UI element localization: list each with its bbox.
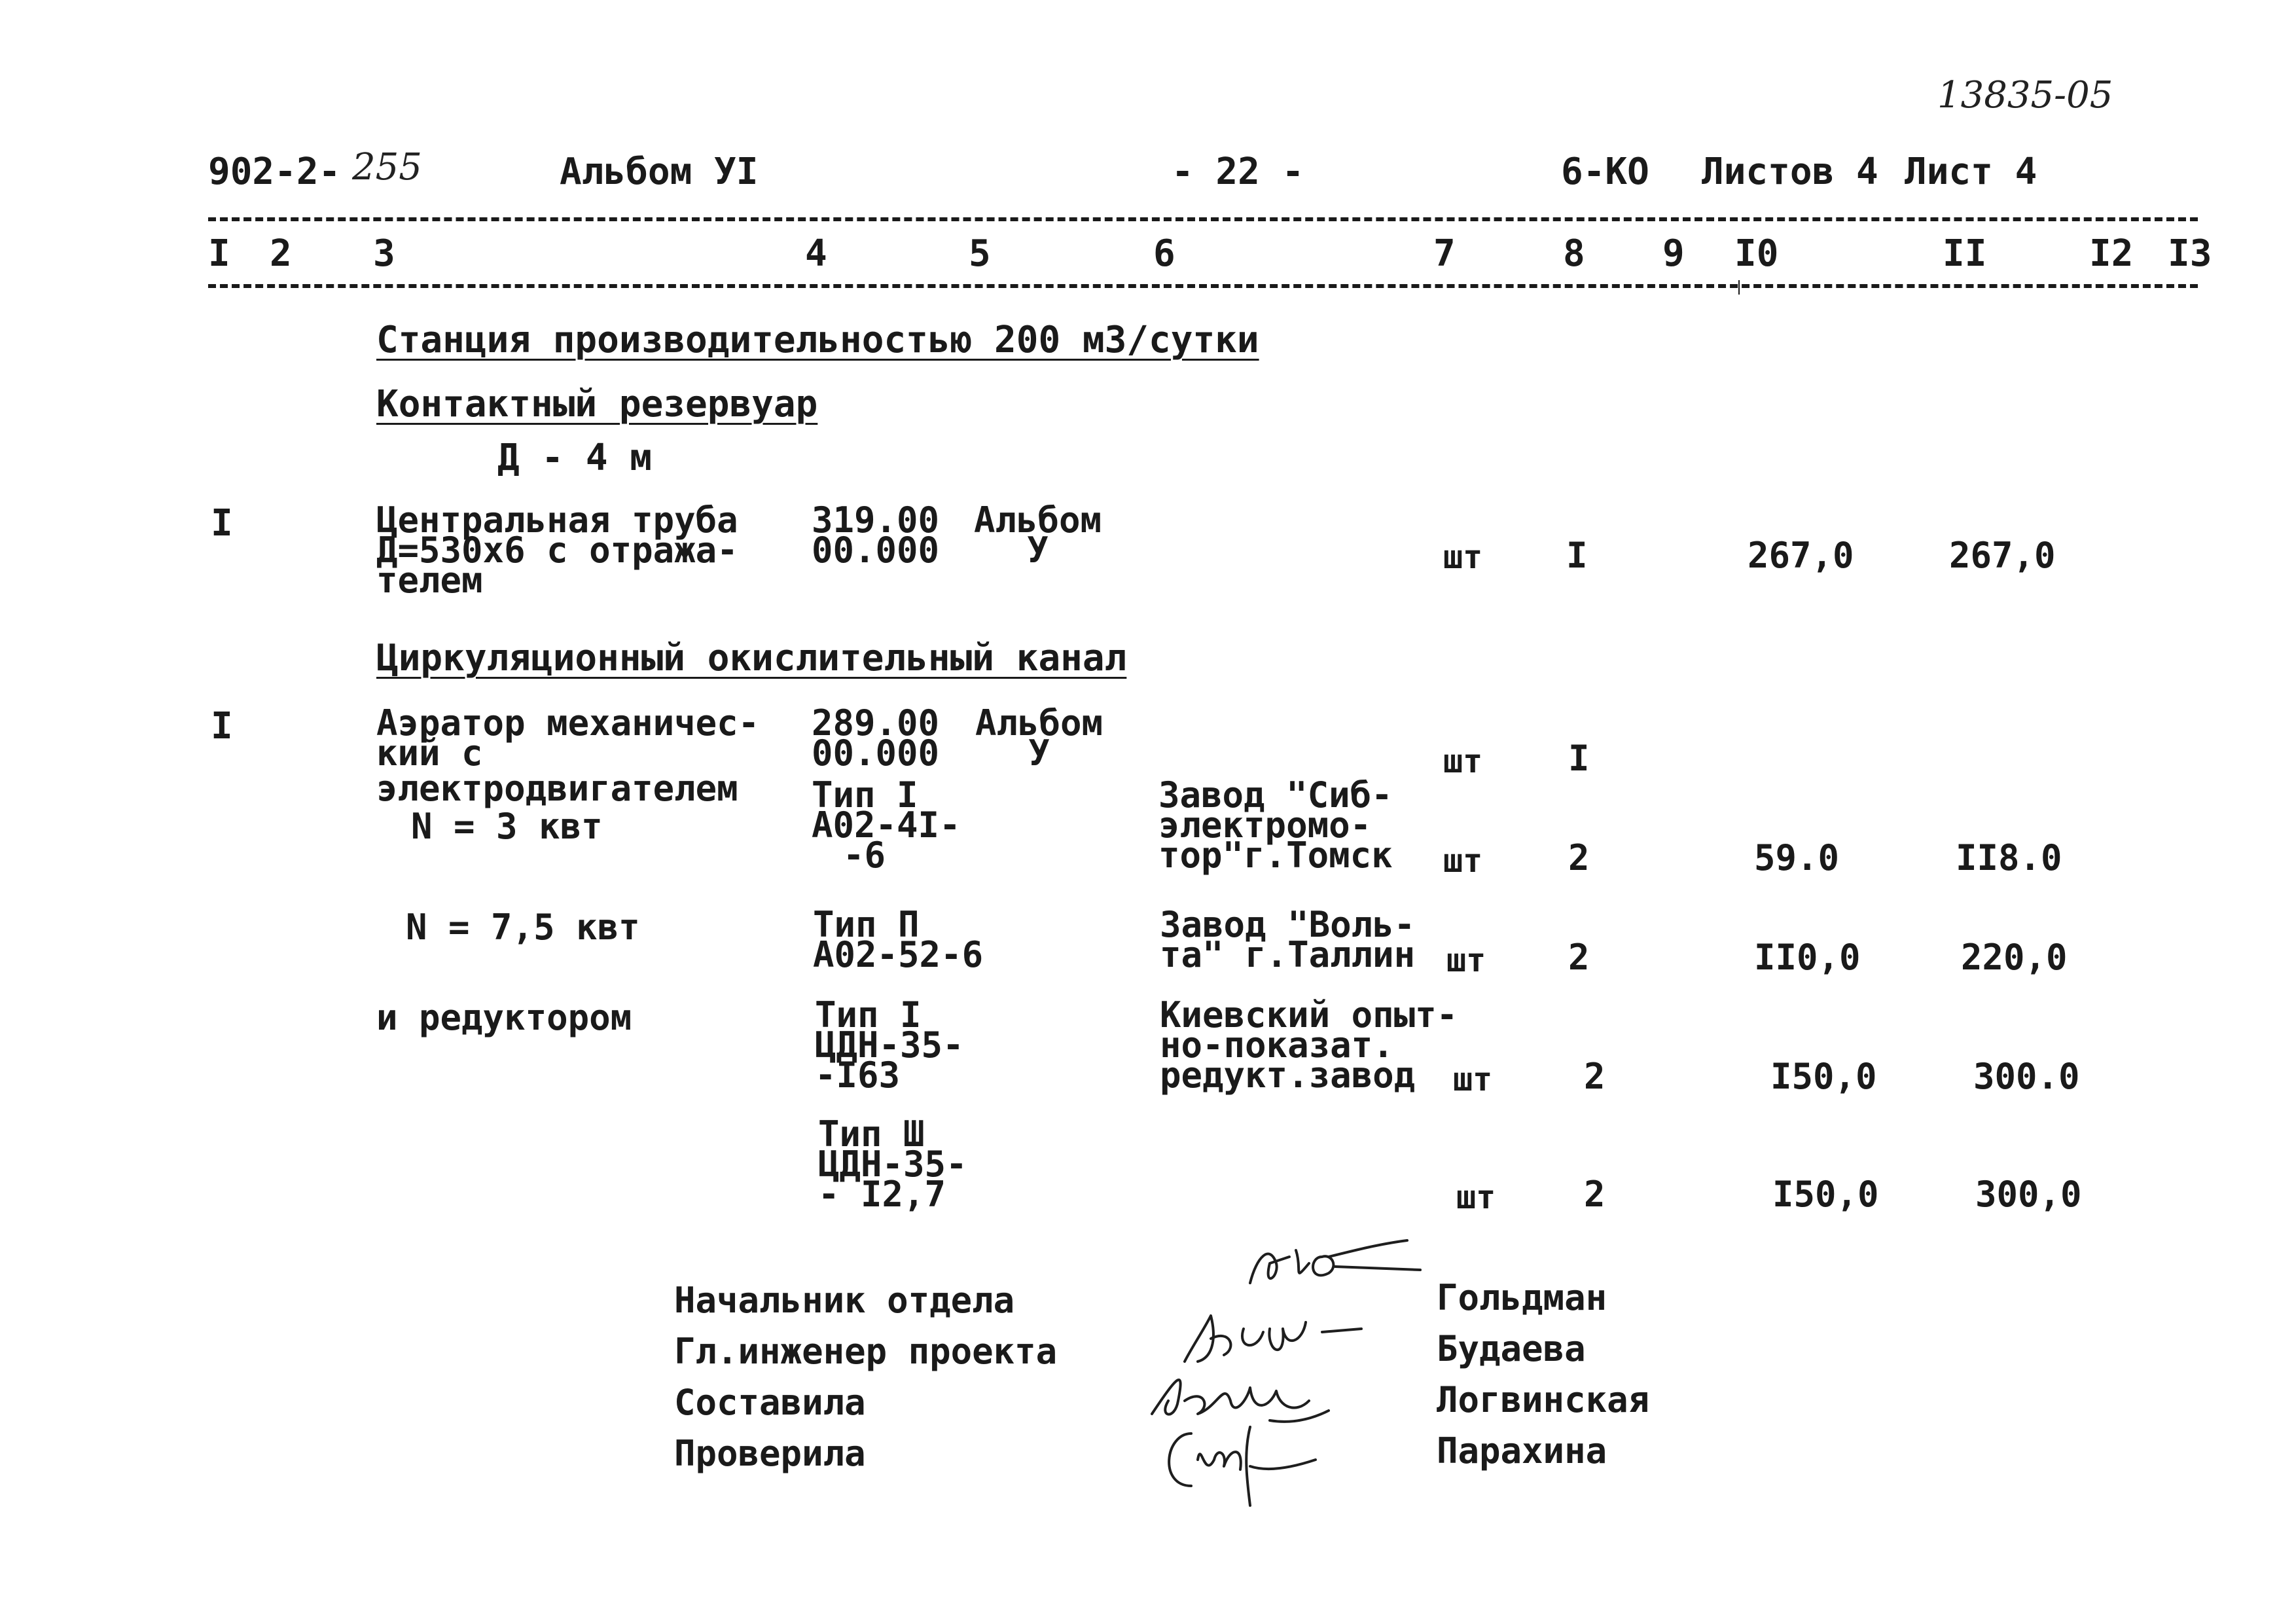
- position-number: I: [211, 502, 233, 545]
- column-number: 3: [373, 232, 395, 275]
- unit: шт: [1443, 742, 1483, 780]
- unit-price: 267,0: [1748, 535, 1854, 576]
- item-code: Тип I ЦДН-35- -I63: [815, 994, 964, 1096]
- position-number: I: [211, 705, 233, 748]
- sheet-code: 6-КО: [1561, 151, 1649, 193]
- reservoir-dimension: Д - 4 м: [497, 437, 653, 479]
- manufacturer: Завод "Воль- та" г.Таллин: [1160, 904, 1416, 975]
- signer-name: Будаева: [1437, 1328, 1586, 1369]
- column-number: 4: [805, 232, 827, 275]
- total-price: 267,0: [1949, 535, 2056, 576]
- header-divider-top: [208, 217, 2198, 221]
- column-tick: [1738, 280, 1740, 295]
- total-price: 220,0: [1961, 937, 2068, 978]
- unit: шт: [1453, 1060, 1493, 1098]
- item-code: Тип Ш ЦДН-35- - I2,7: [818, 1113, 967, 1215]
- column-number: 5: [969, 232, 991, 275]
- signature-role: Проверила: [674, 1433, 866, 1474]
- column-number: 6: [1153, 232, 1175, 275]
- column-number: II: [1943, 232, 1987, 275]
- signer-name: Парахина: [1437, 1430, 1607, 1471]
- quantity: 2: [1568, 937, 1590, 978]
- quantity: 2: [1584, 1056, 1605, 1097]
- project-code: 902-2-: [208, 151, 341, 193]
- section-heading-station: Станция производительностью 200 м3/сутки: [376, 319, 1259, 361]
- page-number: - 22 -: [1172, 151, 1304, 193]
- column-number: 8: [1563, 232, 1585, 275]
- unit-price: I50,0: [1772, 1174, 1879, 1215]
- project-code-number: 255: [352, 146, 422, 189]
- unit-price: II0,0: [1754, 937, 1861, 978]
- album-label: Альбом УI: [560, 151, 759, 193]
- total-price: II8.0: [1956, 837, 2062, 878]
- signer-name: Логвинская: [1437, 1379, 1650, 1420]
- sheet-number: Лист 4: [1905, 151, 2037, 193]
- unit: шт: [1443, 842, 1483, 880]
- unit: шт: [1443, 538, 1483, 576]
- signature-goldman: [1230, 1237, 1427, 1309]
- quantity: I: [1566, 535, 1588, 576]
- item-reference: Альбом У: [974, 499, 1102, 571]
- quantity: 2: [1568, 837, 1590, 878]
- signature-parakhina: [1152, 1414, 1348, 1512]
- column-number: I: [208, 232, 230, 275]
- unit: шт: [1456, 1178, 1496, 1216]
- total-price: 300,0: [1975, 1174, 2082, 1215]
- header-divider-bottom: [208, 284, 2198, 288]
- unit-price: I50,0: [1770, 1056, 1877, 1097]
- item-name: и редуктором: [376, 997, 632, 1038]
- item-name: Центральная труба Д=530х6 с отража- телем: [376, 499, 738, 601]
- item-code: Тип I А02-4I- -6: [812, 774, 961, 876]
- quantity: 2: [1584, 1174, 1605, 1215]
- manufacturer: Завод "Сиб- электромо- тор"г.Томск: [1158, 774, 1393, 876]
- archive-stamp-number: 13835-05: [1937, 74, 2113, 117]
- signature-role: Составила: [674, 1382, 866, 1423]
- motor-power: N = 7,5 квт: [406, 907, 640, 948]
- section-heading-channel: Циркуляционный окислительный канал: [376, 637, 1127, 679]
- column-number: 2: [270, 232, 292, 275]
- item-reference: Альбом У: [975, 702, 1103, 774]
- column-number: I3: [2168, 232, 2212, 275]
- unit: шт: [1446, 941, 1486, 979]
- signature-role: Начальник отдела: [674, 1280, 1015, 1321]
- item-code: Тип П А02-52-6: [813, 904, 984, 975]
- motor-power: N = 3 квт: [411, 806, 603, 847]
- unit-price: 59.0: [1754, 837, 1840, 878]
- item-code: 289.00 00.000: [812, 702, 940, 774]
- total-price: 300.0: [1973, 1056, 2080, 1097]
- section-heading-reservoir: Контактный резервуар: [376, 383, 818, 425]
- column-number: I2: [2089, 232, 2134, 275]
- signer-name: Гольдман: [1437, 1277, 1607, 1318]
- column-number: I0: [1734, 232, 1779, 275]
- column-number: 9: [1662, 232, 1685, 275]
- sheets-total: Листов 4: [1702, 151, 1878, 193]
- column-number: 7: [1433, 232, 1456, 275]
- item-code: 319.00 00.000: [812, 499, 940, 571]
- quantity: I: [1568, 738, 1590, 779]
- item-name: Аэратор механичес- кий с электродвигателем: [376, 702, 760, 809]
- signature-role: Гл.инженер проекта: [674, 1331, 1058, 1372]
- manufacturer: Киевский опыт- но-показат. редукт.завод: [1160, 994, 1458, 1096]
